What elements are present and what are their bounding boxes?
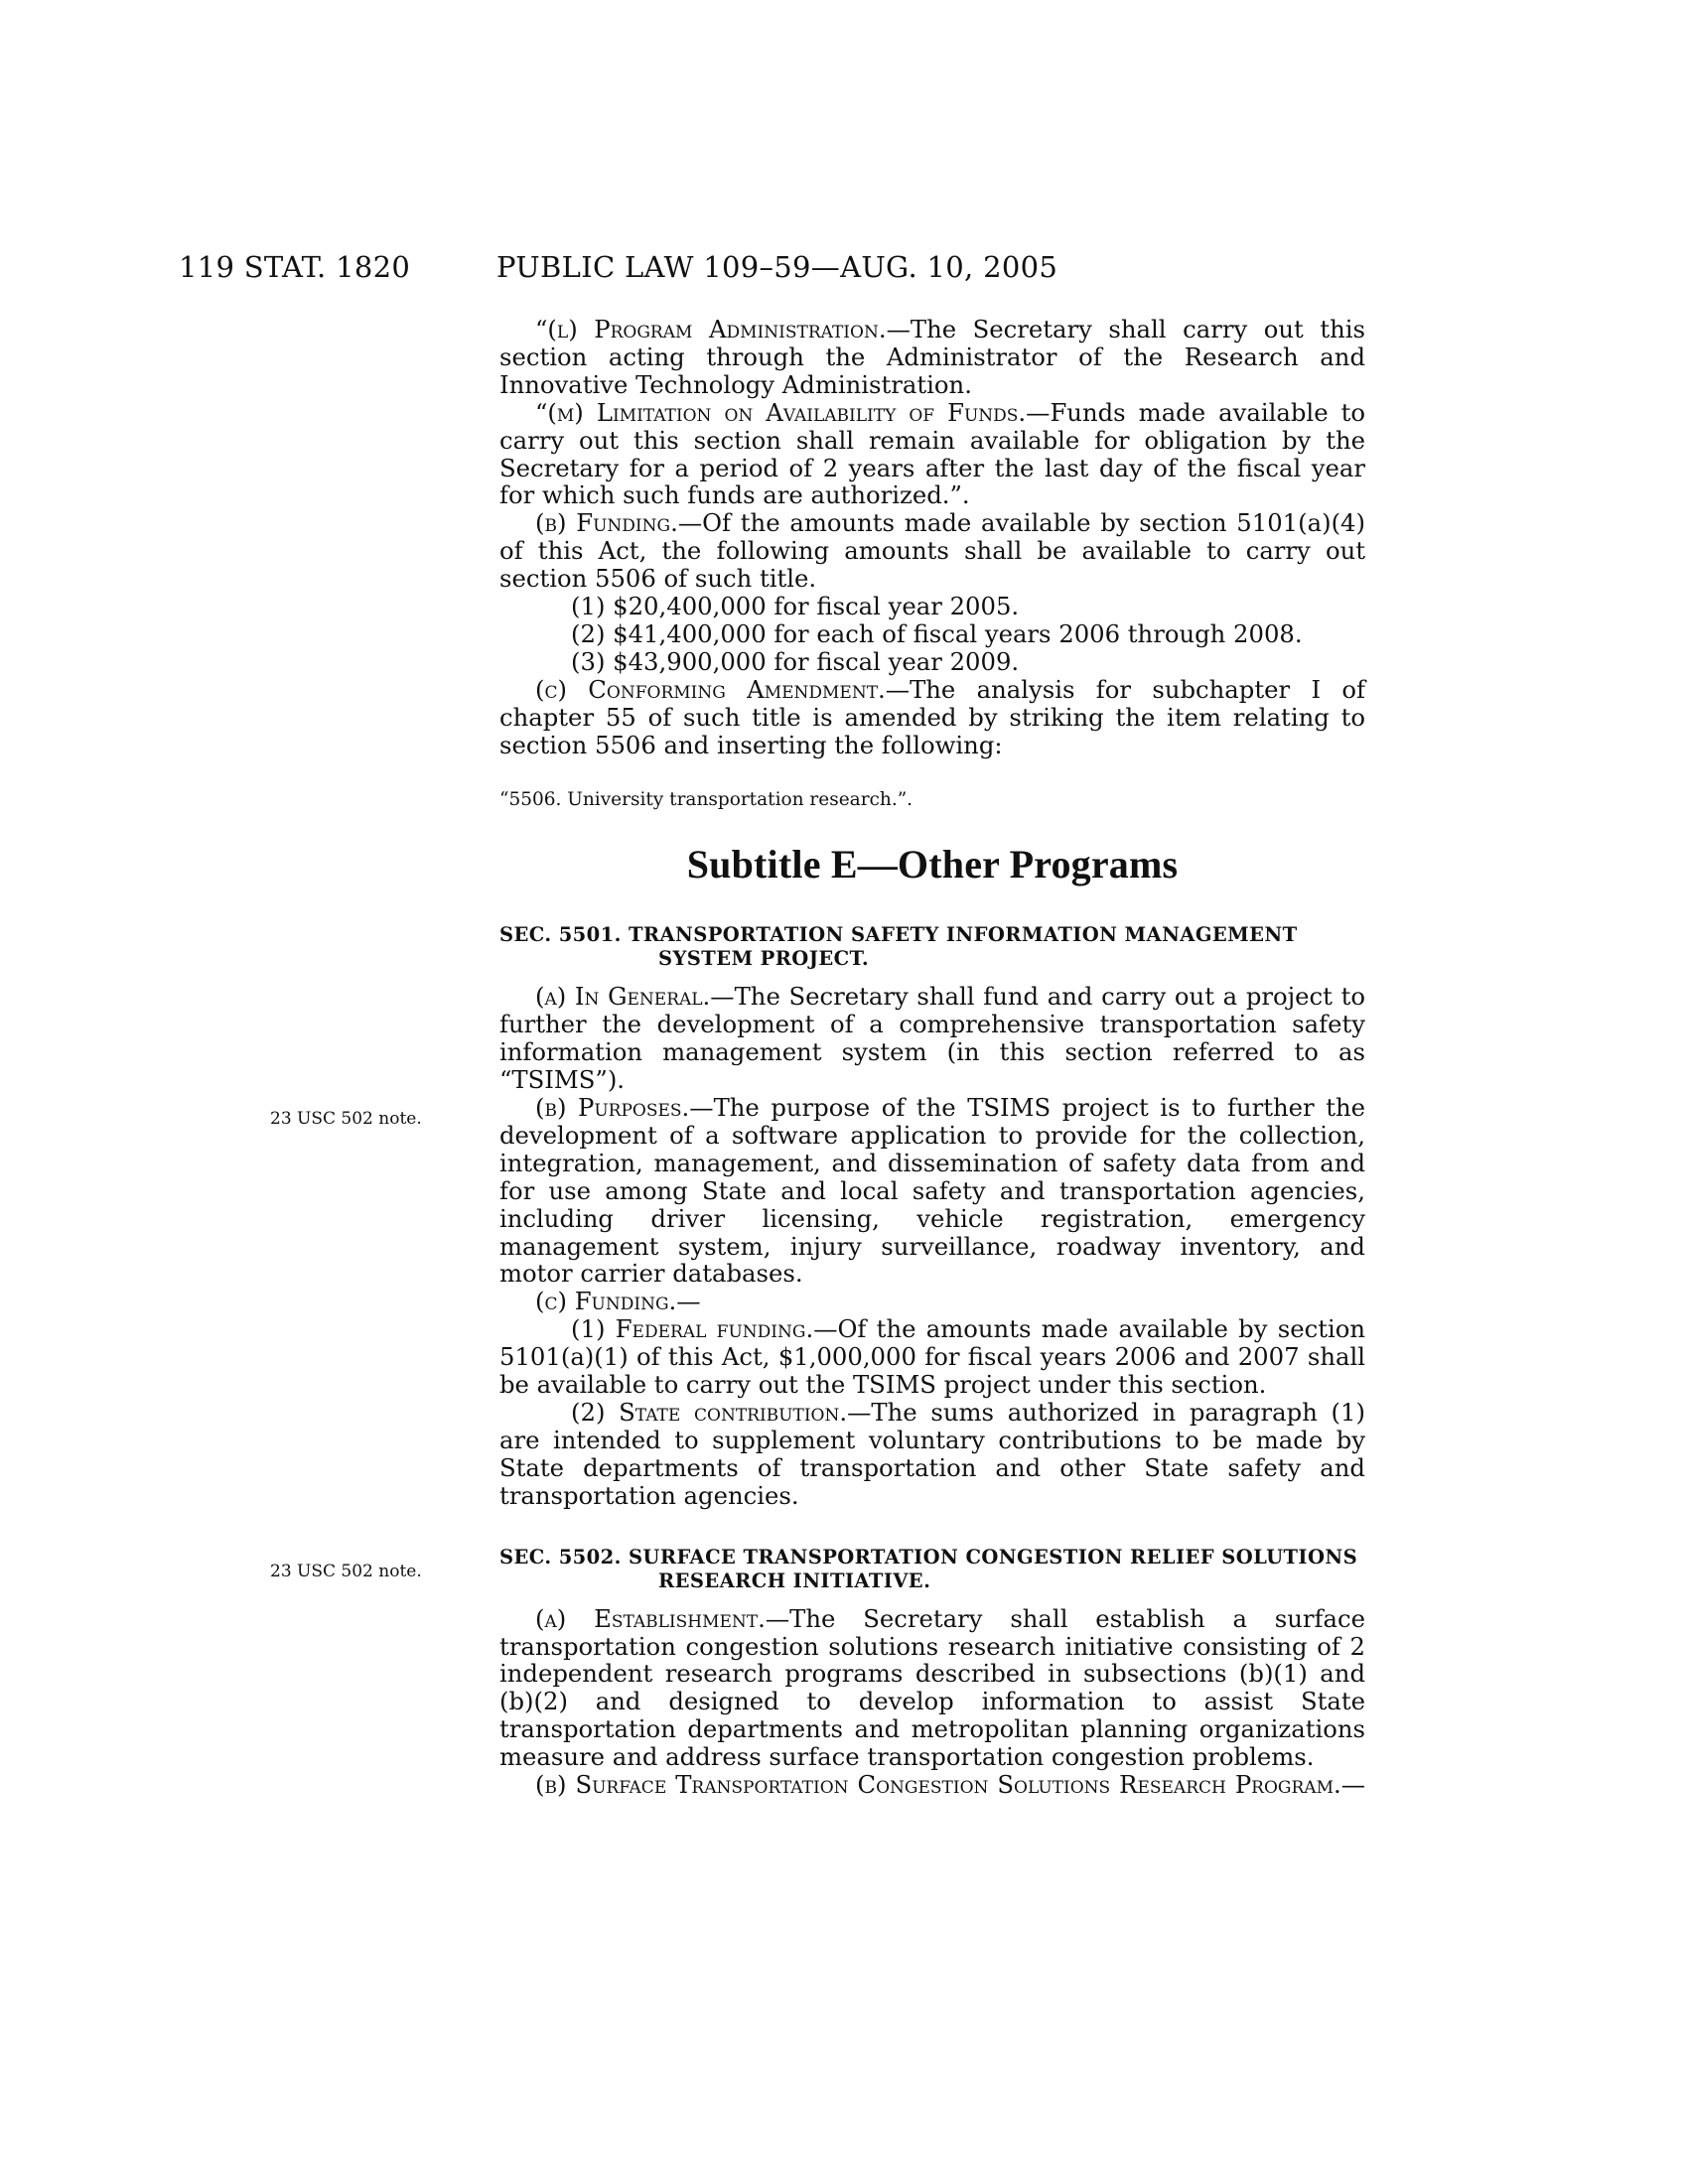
stat-page-number: 119 STAT. 1820 <box>179 250 411 284</box>
paragraph-m <box>499 399 1365 510</box>
sec5501-c <box>499 1288 1365 1315</box>
funding-item: (3) $43,900,000 for fiscal year 2009. <box>571 646 1020 676</box>
section-heading-5502: SEC. 5502. SURFACE TRANSPORTATION CONGESTION RELIEF SOLUTIONS RESEARCH INITIATIVE. <box>499 1545 1358 1592</box>
funding-item: (2) $41,400,000 for each of fiscal years 2006 through 2008. <box>571 618 1303 648</box>
margin-note: 23 USC 502 note. <box>270 1562 422 1581</box>
paragraph-heading: (a) Establishment. <box>535 1603 766 1633</box>
paragraph-heading: (1) Federal funding. <box>571 1314 814 1344</box>
paragraph-text: —Of the amounts made available by section 5101(a)(1) of this Act, $1,000,000 for fiscal years 2006 and 2007 shall be available to carry out the TSIMS project under this section. <box>499 1314 1366 1400</box>
paragraph-text: —The analysis for subchapter I of chapter 55 of such title is amended by striking the item relating to section 5506 and inserting the following: <box>499 674 1365 759</box>
paragraph-text: —The sums authorized in paragraph (1) are intended to supplement voluntary contributions to be made by State departments of transportation and other State safety and transportation agencies. <box>499 1398 1365 1510</box>
paragraph-heading: “(l) Program Administration. <box>535 315 887 343</box>
sec5501-c1 <box>499 1315 1365 1399</box>
funding-item: (1) $20,400,000 for fiscal year 2005. <box>571 592 1020 621</box>
paragraph-text: —Of the amounts made available by section 5101(a)(4) of this Act, the following amounts shall be available to carry out section 5506 of such title. <box>499 508 1365 594</box>
paragraph-text: —The purpose of the TSIMS project is to further the development of a software application to provide for the collection, integration, management, and dissemination of safety data from and for use among State and local safety and transportation agencies, including driver licensing, vehicle registration, emergency management system, injury surveillance, roadway inventory, and motor carrier databases. <box>499 1093 1365 1289</box>
paragraph-heading: (b) Funding. <box>535 508 678 538</box>
paragraph-l <box>499 316 1365 399</box>
analysis-item: “5506. University transportation research.”. <box>499 788 914 810</box>
paragraph-heading: (2) State contribution. <box>571 1398 848 1427</box>
running-header: PUBLIC LAW 109–59—AUG. 10, 2005 <box>496 250 1058 284</box>
paragraph-text: —The Secretary shall establish a surface transportation congestion solutions research initiative consisting of 2 independent research programs described in subsections (b)(1) and (b)(2) and designed to develop information to assist State transportation departments and metropolitan planning organizations measure and address surface transportation congestion problems. <box>499 1603 1365 1772</box>
paragraph-heading: “(m) Limitation on Availability of Funds. <box>535 397 1027 427</box>
sec5502-a <box>499 1605 1365 1771</box>
paragraph-heading: (c) Funding.— <box>535 1287 701 1316</box>
paragraph-text: —The Secretary shall fund and carry out a project to further the development of a comprehensive transportation safety information management system (in this section referred to as “TSIMS”). <box>499 982 1365 1095</box>
paragraph-c-conforming <box>499 676 1365 759</box>
subtitle-heading: Subtitle E—Other Programs <box>686 841 1179 887</box>
body-text <box>499 316 1365 1799</box>
section-heading-5501: SEC. 5501. TRANSPORTATION SAFETY INFORMATION MANAGEMENT SYSTEM PROJECT. <box>499 923 1298 971</box>
paragraph-text: —Funds made available to carry out this section shall remain available for obligation by the Secretary for a period of 2 years after the last day of the fiscal year for which such funds are authorized.”. <box>499 397 1366 510</box>
sec5501-a <box>499 983 1365 1094</box>
paragraph-heading: (a) In General. <box>535 982 711 1012</box>
margin-note: 23 USC 502 note. <box>270 1109 422 1129</box>
paragraph-b-funding <box>499 509 1365 593</box>
paragraph-heading: (b) Purposes. <box>535 1093 690 1123</box>
paragraph-text: —The Secretary shall carry out this section acting through the Administrator of the Research and Innovative Technology Administration. <box>499 315 1366 399</box>
sec5501-b <box>499 1094 1365 1288</box>
paragraph-heading: (c) Conforming Amendment. <box>535 674 886 704</box>
sec5502-b: (b) Surface Transportation Congestion Solutions Research Program.— <box>535 1770 1365 1800</box>
sec5501-c2 <box>499 1399 1365 1510</box>
